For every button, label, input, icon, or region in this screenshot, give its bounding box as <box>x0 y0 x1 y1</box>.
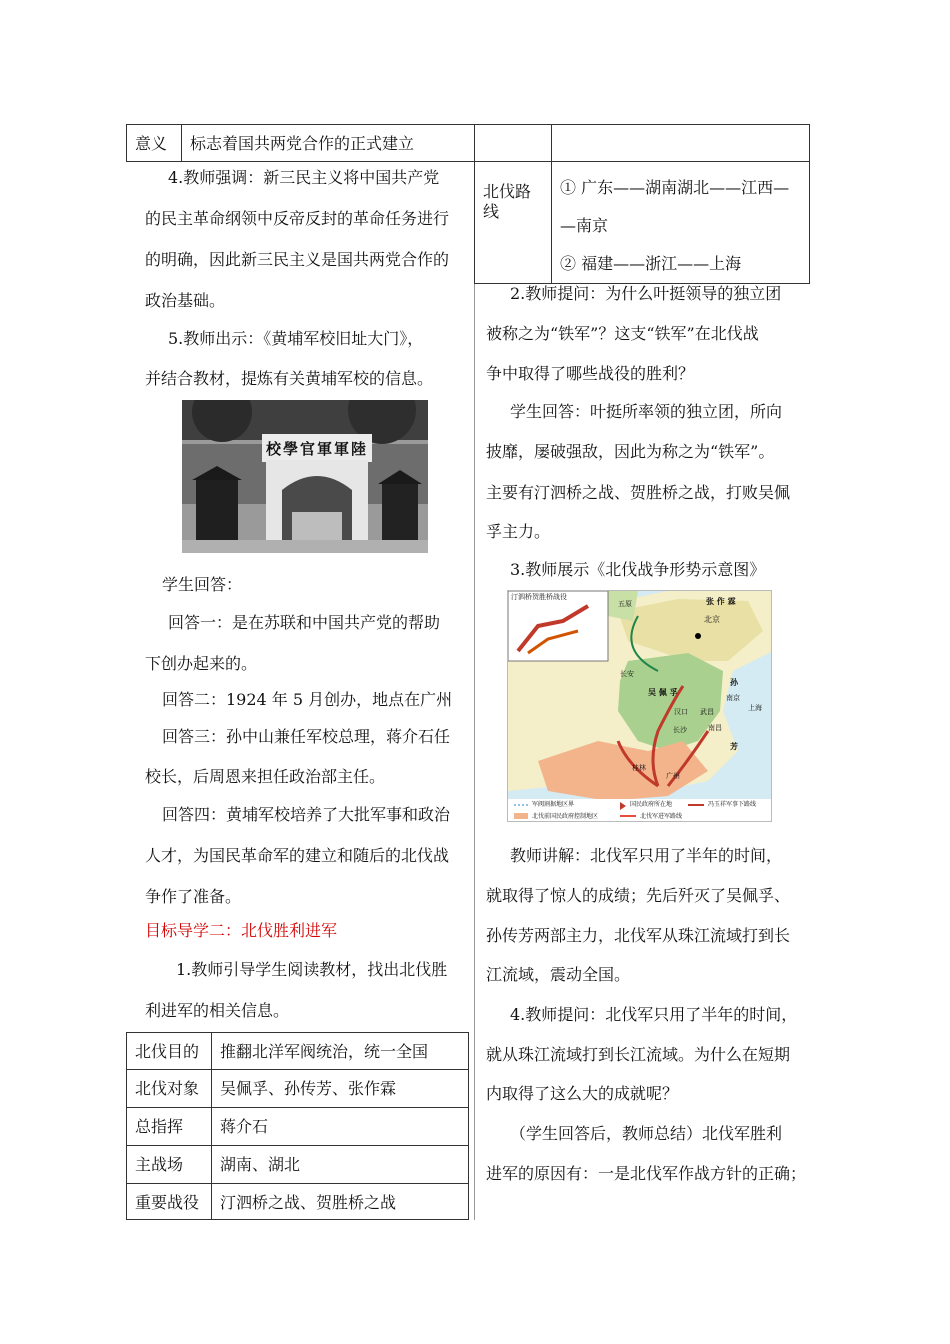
map-label-wuyuan: 五原 <box>618 600 632 608</box>
route-1-line-1: ① 广东——湖南湖北——江西— <box>560 178 790 197</box>
significance-table <box>126 124 475 162</box>
route-table <box>474 124 810 284</box>
p3-line: 3.教师展示《北伐战争形势示意图》 <box>510 560 766 579</box>
column-divider <box>474 124 475 1220</box>
student-answer-label: 学生回答： <box>162 575 243 594</box>
answer-4-line-2: 人才，为国民革命军的建立和随后的北伐战 <box>145 846 450 865</box>
map-label-zhangzuolin: 张 作 霖 <box>706 596 736 606</box>
route-table-empty-b <box>552 125 810 162</box>
expedition-info-table <box>126 1032 469 1220</box>
table-key: 北伐对象 <box>127 1070 212 1108</box>
table-key: 主战场 <box>127 1146 212 1184</box>
map-legend-2: 国民政府所在地 <box>630 801 673 808</box>
q2-line-2: 被称之为“铁军”？这支“铁军”在北伐战 <box>486 324 759 343</box>
northern-expedition-map <box>507 590 772 822</box>
map-label-beijing: 北京 <box>704 615 720 624</box>
map-label-guangzhou: 广州 <box>666 772 680 780</box>
p4-line-4: 政治基础。 <box>145 291 226 310</box>
table-row <box>127 1108 469 1146</box>
answer-3-line-1: 回答三：孙中山兼任军校总理，蒋介石任 <box>162 727 451 746</box>
goal-2-line-2: 利进军的相关信息。 <box>145 1001 290 1020</box>
p4-line-1: 4.教师强调：新三民主义将中国共产党 <box>168 168 440 187</box>
conclusion-line-2: 进军的原因有：一是北伐军作战方针的正确； <box>486 1164 807 1183</box>
p5-line-2: 并结合教材，提炼有关黄埔军校的信息。 <box>145 369 434 388</box>
q4-line-3: 内取得了这么大的成就呢？ <box>486 1084 679 1103</box>
map-legend-1: 军阀割据地区界 <box>532 801 575 808</box>
explain-line-1: 教师讲解：北伐军只用了半年的时间， <box>510 846 783 865</box>
p4-line-3: 的明确，因此新三民主义是国共两党合作的 <box>145 250 450 269</box>
goal-2-line-1: 1.教师引导学生阅读教材，找出北伐胜 <box>176 960 448 979</box>
answer-2: 回答二：1924 年 5 月创办，地点在广州 <box>162 690 453 709</box>
answer-4-line-1: 回答四：黄埔军校培养了大批军事和政治 <box>162 805 451 824</box>
map-label-changan: 长安 <box>620 670 634 678</box>
answer-4-line-3: 争作了准备。 <box>145 887 242 906</box>
student-line-1: 学生回答：叶挺所率领的独立团，所向 <box>510 402 783 421</box>
route-1-line-2: —南京 <box>560 216 609 235</box>
table-value: 吴佩孚、孙传芳、张作霖 <box>212 1070 469 1108</box>
table-key: 重要战役 <box>127 1184 212 1220</box>
table-key: 总指挥 <box>127 1108 212 1146</box>
map-legend-5: 北伐军进军路线 <box>640 813 683 820</box>
explain-line-4: 江流域，震动全国。 <box>486 965 631 984</box>
p4-line-2: 的民主革命纲领中反帝反封的革命任务进行 <box>145 209 450 228</box>
p5-line-1: 5.教师出示：《黄埔军校旧址大门》， <box>168 329 424 348</box>
answer-1-line-2: 下创办起来的。 <box>145 654 258 673</box>
student-line-2: 披靡，屡破强敌，因此为称之为“铁军”。 <box>486 442 775 461</box>
q4-line-2: 就从珠江流域打到长江流域。为什么在短期 <box>486 1045 791 1064</box>
gate-sign-text: 陸軍軍官學校 <box>265 440 368 458</box>
table-value: 汀泗桥之战、贺胜桥之战 <box>212 1184 469 1220</box>
table-value: 蒋介石 <box>212 1108 469 1146</box>
table-row <box>127 1070 469 1108</box>
map-label-hankou: 汉口 <box>674 708 688 716</box>
map-label-changsha: 长沙 <box>673 726 687 734</box>
map-label-shanghai: 上海 <box>748 704 762 712</box>
answer-3-line-2: 校长，后周恩来担任政治部主任。 <box>145 767 386 786</box>
q2-line-1: 2.教师提问：为什么叶挺领导的独立团 <box>510 284 782 303</box>
map-label-sun: 孙 <box>730 677 738 687</box>
map-label-guilin: 桂林 <box>632 764 646 772</box>
map-label-wupeifu: 吴 佩 孚 <box>648 687 678 697</box>
significance-label: 意义 <box>127 125 182 162</box>
route-content <box>552 162 810 284</box>
route-table-empty-a <box>475 125 552 162</box>
map-label-nanchang: 南昌 <box>708 724 722 732</box>
goal-2-heading: 目标导学二：北伐胜利进军 <box>145 921 338 940</box>
table-row <box>127 1184 469 1220</box>
significance-value: 标志着国共两党合作的正式建立 <box>182 125 475 162</box>
map-legend-4: 北伐前国民政府控制地区 <box>532 813 599 820</box>
explain-line-3: 孙传芳两部主力，北伐军从珠江流域打到长 <box>486 926 791 945</box>
table-row <box>127 1033 469 1070</box>
explain-line-2: 就取得了惊人的成绩；先后歼灭了吴佩孚、 <box>486 886 791 905</box>
table-value: 推翻北洋军阀统治，统一全国 <box>212 1033 469 1070</box>
student-line-4: 孚主力。 <box>486 522 551 541</box>
map-label-wuchang: 武昌 <box>700 708 714 716</box>
route-label: 北伐路线 <box>475 162 552 284</box>
map-label-nanjing: 南京 <box>726 694 740 702</box>
answer-1-line-1: 回答一：是在苏联和中国共产党的帮助 <box>168 613 441 632</box>
table-value: 湖南、湖北 <box>212 1146 469 1184</box>
student-line-3: 主要有汀泗桥之战、贺胜桥之战，打败吴佩 <box>486 483 791 502</box>
map-legend-3: 冯玉祥军事下路线 <box>708 801 757 808</box>
route-2: ② 福建——浙江——上海 <box>560 254 742 273</box>
table-row <box>127 1146 469 1184</box>
map-inset-title: 汀泗桥贺胜桥战役 <box>511 593 567 601</box>
q4-line-1: 4.教师提问：北伐军只用了半年的时间， <box>510 1005 798 1024</box>
q2-line-3: 争中取得了哪些战役的胜利？ <box>486 364 695 383</box>
conclusion-line-1: （学生回答后，教师总结）北伐军胜利 <box>510 1124 783 1143</box>
map-label-fang: 芳 <box>730 741 738 751</box>
huangpu-gate-photo <box>182 400 428 553</box>
table-key: 北伐目的 <box>127 1033 212 1070</box>
